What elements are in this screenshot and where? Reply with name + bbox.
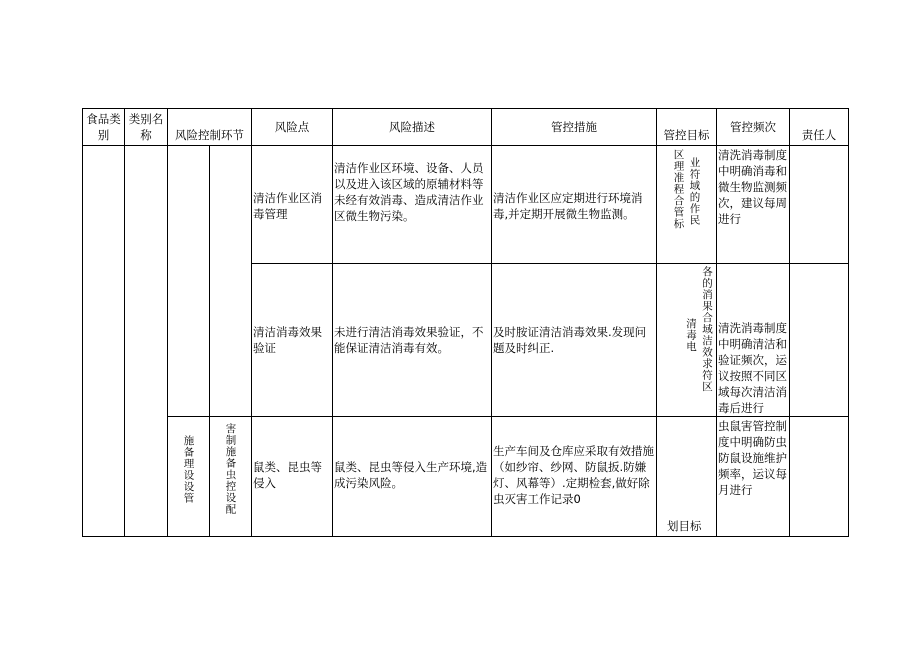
control-link-subcell (210, 417, 252, 537)
control-link-cell (168, 146, 210, 417)
responsible-cell (790, 146, 849, 264)
control-frequency-cell: 清洗消毒制度中明确清洁和验证频次，运议按照不同区域每次清洁消毒后进行 (717, 264, 790, 417)
responsible-cell (790, 417, 849, 537)
risk-point-cell: 清洁作业区消毒管理 (252, 146, 333, 264)
risk-point-cell: 鼠类、昆虫等侵入 (252, 417, 333, 537)
control-frequency-cell: 虫鼠害管控制度中明确防虫防鼠设施维护频率，运议每月进行 (717, 417, 790, 537)
risk-description-cell: 鼠类、昆虫等侵入生产环境,造成污染风险。 (333, 417, 492, 537)
control-link-cell (168, 417, 210, 537)
header-control-frequency: 管控频次 (717, 109, 790, 146)
target-text-col2: 业符域的作民 (688, 157, 701, 226)
header-responsible: 责任人 (790, 109, 849, 146)
header-row (83, 109, 849, 146)
target-footnote: 划目标 (667, 519, 702, 533)
header-category-name: 类别名称 (125, 109, 168, 146)
control-measures-cell: 清洁作业区应定期进行环境消毒,并定期开展微生物监测。 (492, 146, 657, 264)
header-control-measures: 管控措施 (492, 109, 657, 146)
risk-point-cell: 清洁消毒效果验证 (252, 264, 333, 417)
category-name-cell (125, 146, 168, 537)
control-measures-cell: 生产车间及仓库应采取有效措施（如纱帘、纱网、防鼠扳.防嫌灯、风幕等）.定期检套,做好除虫灭害工作记录0 (492, 417, 657, 537)
control-link-subtext: 害制施备虫控设配 (224, 423, 237, 515)
header-control-target: 管控目标 (657, 109, 717, 146)
control-link-text: 施备理设设管 (182, 435, 195, 504)
table-row (83, 146, 849, 264)
target-text-col1: 区理准程合管标 (672, 149, 685, 230)
header-risk-point: 风险点 (252, 109, 333, 146)
header-control-link: 风险控制环节 (168, 109, 252, 146)
risk-description-cell: 清洁作业区环境、设备、人员以及进入该区域的原辅材料等未经有效消毒、造成清洁作业区微生物污染。 (333, 146, 492, 264)
responsible-cell (790, 264, 849, 417)
risk-control-table (82, 108, 849, 537)
header-risk-description: 风险描述 (333, 109, 492, 146)
control-target-cell (657, 264, 717, 417)
target-text-col1: 各的消果合域洁效求符区 (701, 266, 713, 393)
food-category-cell (83, 146, 125, 537)
control-target-cell (657, 417, 717, 537)
risk-description-cell: 未进行清洁消毒效果验证，不能保证清洁消毒有效。 (333, 264, 492, 417)
target-text-col2: 清毒电 (685, 318, 697, 353)
table-row (83, 417, 849, 537)
header-food-category: 食品类别 (83, 109, 125, 146)
control-frequency-cell: 清洗消毒制度中明确消毒和微生物监测频次，建议每周进行 (717, 146, 790, 264)
control-measures-cell: 及时胺证清洁消毒效果.发现问题及时纠正. (492, 264, 657, 417)
control-target-cell (657, 146, 717, 264)
control-link-subcell (210, 146, 252, 417)
